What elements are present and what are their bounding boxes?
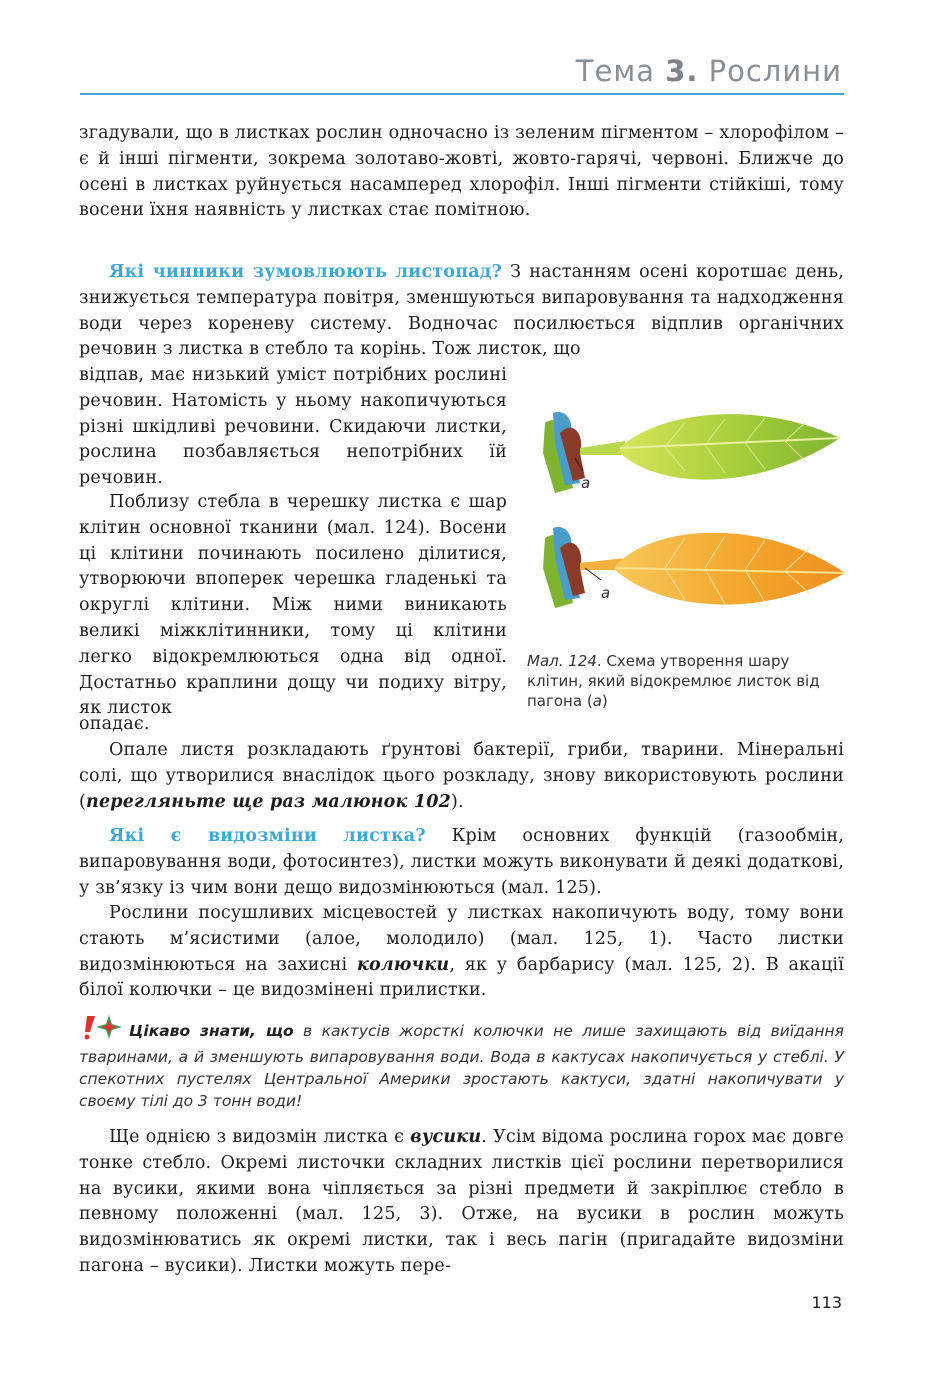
paragraph-tendrils <box>79 1125 844 1280</box>
paragraph-decomposition-text: Опале листя розкладають ґрунтові бактерії, гриби, тварини. Мінеральні солі, що утворилися внаслідок цього розкладу, знову використовують рослини ( <box>79 740 844 812</box>
paragraph-spines <box>79 901 844 1004</box>
term-spines: колючки <box>356 954 450 975</box>
caption-end: ) <box>601 692 608 710</box>
paragraph-tendrils-text: Ще однією з видозмін листка є <box>109 1127 411 1147</box>
paragraph-decomposition-end: ). <box>451 791 464 812</box>
page-number: 113 <box>811 1293 842 1312</box>
caption-label: Мал. 124 <box>527 652 597 670</box>
chapter-name: Рослини <box>708 54 842 88</box>
label-a-top: а <box>581 474 591 492</box>
question-leaf-fall: Які чинники зумовлюють листопад? <box>109 262 503 282</box>
paragraph-spines-text: Рослини посушливих місцевостей у листках накопичують воду, тому вони стають м’ясистими (алое, молодило) (мал. 125, 1). Часто листки видозмінюються на захисні <box>79 903 844 975</box>
term-tendrils: вусики <box>410 1127 482 1147</box>
paragraph-separation-layer: Поблизу стебла в черешку листка є шар клітин основної тканини (мал. 124). Восени ці клітини починають посилено ділитися, утворюючи впоперек черешка гладенькі та округлі клітини. Між ними виникають великі міжклітинники, тому ці клітини легко відокремлюються одна від одної. Достатньо краплини дощу чи подиху вітру, як листок <box>79 492 507 719</box>
caption-text: . Схема утворення шару клітин, який відокремлює листок від пагона ( <box>527 652 820 710</box>
orange-leaf-diagram <box>543 527 845 608</box>
paragraph-spines-end: , як у барбарису (мал. 125, 2). В акації білої колючки – це видозмінені прилистки. <box>79 954 844 1001</box>
exclamation-star-icon <box>79 1014 125 1046</box>
question-modifications: Які є видозміни листка? <box>109 826 426 846</box>
paragraph-decomposition <box>79 738 844 815</box>
chapter-number: 3. <box>665 54 699 88</box>
leaf-separation-figure <box>525 393 855 653</box>
note-heading: Цікаво знати, що <box>129 1022 294 1040</box>
interesting-fact-note <box>79 1014 844 1112</box>
paragraph-modifications <box>79 824 844 901</box>
paragraph-leaf-fall-text: З настанням осені коротшає день, знижується температура повітря, зменшуються випаровування та надходження води через кореневу систему. Водночас посилюється відплив органічних речовин з листка в стебло та корінь. Тож листок, що <box>79 262 845 360</box>
chapter-title <box>576 54 842 88</box>
paragraph-pigments: згадували, що в листках рослин одночасно із зеленим пігментом – хлорофілом – є й інші пігменти, зокрема золотаво-жовті, жовто-гарячі, червоні. Ближче до осені в листках руйнується насамперед хлорофіл. Інші пігменти стійкіші, тому восени їхня наявність у листках стає помітною. <box>79 123 844 221</box>
paragraph-separation-end: опадає. <box>79 714 150 734</box>
header-rule <box>80 93 844 95</box>
label-a-bottom: а <box>601 584 611 602</box>
figure-caption <box>527 651 827 711</box>
paragraph-tendrils-end: . Усім відома рослина горох має довге тонке стебло. Окремі листочки складних листків цієї рослини перетворилися на вусики, якими вона чіпляється за різні предмети й закріплює стебло в певному положенні (мал. 125, 3). Отже, на вусики в рослин можуть видозмінюватись як окремі листки, так і весь пагін (пригадайте видозміни пагона – вусики). Листки можуть пере- <box>79 1127 844 1276</box>
note-text: в кактусів жорсткі колючки не лише захищають від виїдання тваринами, а й зменшують випаровування води. Вода в кактусах накопичується у стеблі. У спекотних пустелях Центральної Америки зростають кактуси, здатні накопичувати у своєму тілі до 3 тонн води! <box>79 1022 844 1110</box>
paragraph-decomposition-ref: перегляньте ще раз малюнок 102 <box>86 791 452 812</box>
green-leaf-diagram <box>543 412 840 493</box>
caption-a: а <box>592 692 602 710</box>
paragraph-leaf-fall <box>79 260 844 363</box>
paragraph-leaf-fall-continued: відпав, має низький уміст потрібних рослині речовин. Натомість у ньому накопичуються різні шкідливі речовини. Скидаючи листки, рослина позбавляється непотрібних їй речовин. <box>79 365 507 489</box>
chapter-prefix: Тема <box>575 54 655 88</box>
paragraph-modifications-text: Крім основних функцій (газообмін, випаровування води, фотосинтез), листки можуть виконувати й деякі додаткові, у зв’язку із чим вони дещо видозмінюються (мал. 125). <box>79 826 844 898</box>
